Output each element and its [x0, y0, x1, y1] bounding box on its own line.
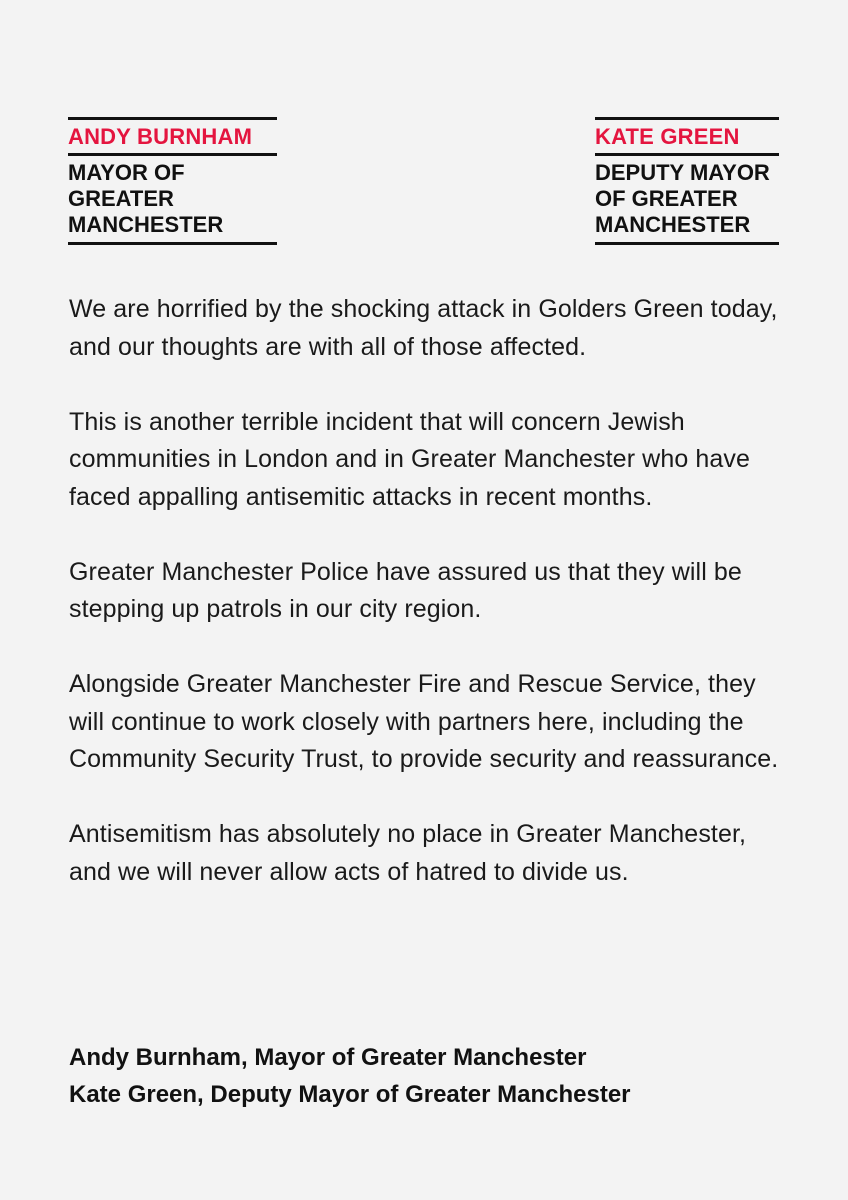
logo-name: ANDY BURNHAM: [68, 124, 253, 149]
logo-name: KATE GREEN: [595, 124, 740, 149]
logo-bottom-rule: [68, 242, 277, 245]
logo-title: [68, 156, 277, 242]
logo-bottom-rule: [595, 242, 779, 245]
signature-line: Andy Burnham, Mayor of Greater Manchester: [69, 1044, 587, 1071]
kate-green-logo: [595, 117, 779, 245]
signature-line: Kate Green, Deputy Mayor of Greater Manchester: [69, 1081, 631, 1108]
statement-paragraph: Greater Manchester Police have assured us that they will be stepping up patrols in our city region.: [69, 557, 742, 623]
logo-title-line: OF GREATER: [595, 186, 738, 211]
statement-paragraph: Alongside Greater Manchester Fire and Rescue Service, they will continue to work closely with partners here, including the Community Security Trust, to provide security and reassurance.: [69, 670, 779, 773]
logo-title-line: GREATER: [68, 186, 174, 211]
logo-title-line: MANCHESTER: [595, 212, 751, 237]
logo-title-line: MANCHESTER: [68, 212, 224, 237]
statement-paragraph: This is another terrible incident that will concern Jewish communities in London and in Greater Manchester who have faced appalling antisemitic attacks in recent months.: [69, 407, 750, 511]
andy-burnham-logo: [68, 117, 277, 245]
statement-body: [69, 291, 789, 929]
statement-paragraph: We are horrified by the shocking attack in Golders Green today, and our thoughts are with all of those affected.: [69, 295, 778, 361]
logo-title-line: MAYOR OF: [68, 160, 185, 185]
signature-block: [69, 1039, 631, 1113]
logo-title-line: DEPUTY MAYOR: [595, 160, 770, 185]
logo-title: [595, 156, 779, 242]
statement-paragraph: Antisemitism has absolutely no place in Greater Manchester, and we will never allow acts of hatred to divide us.: [69, 820, 747, 886]
